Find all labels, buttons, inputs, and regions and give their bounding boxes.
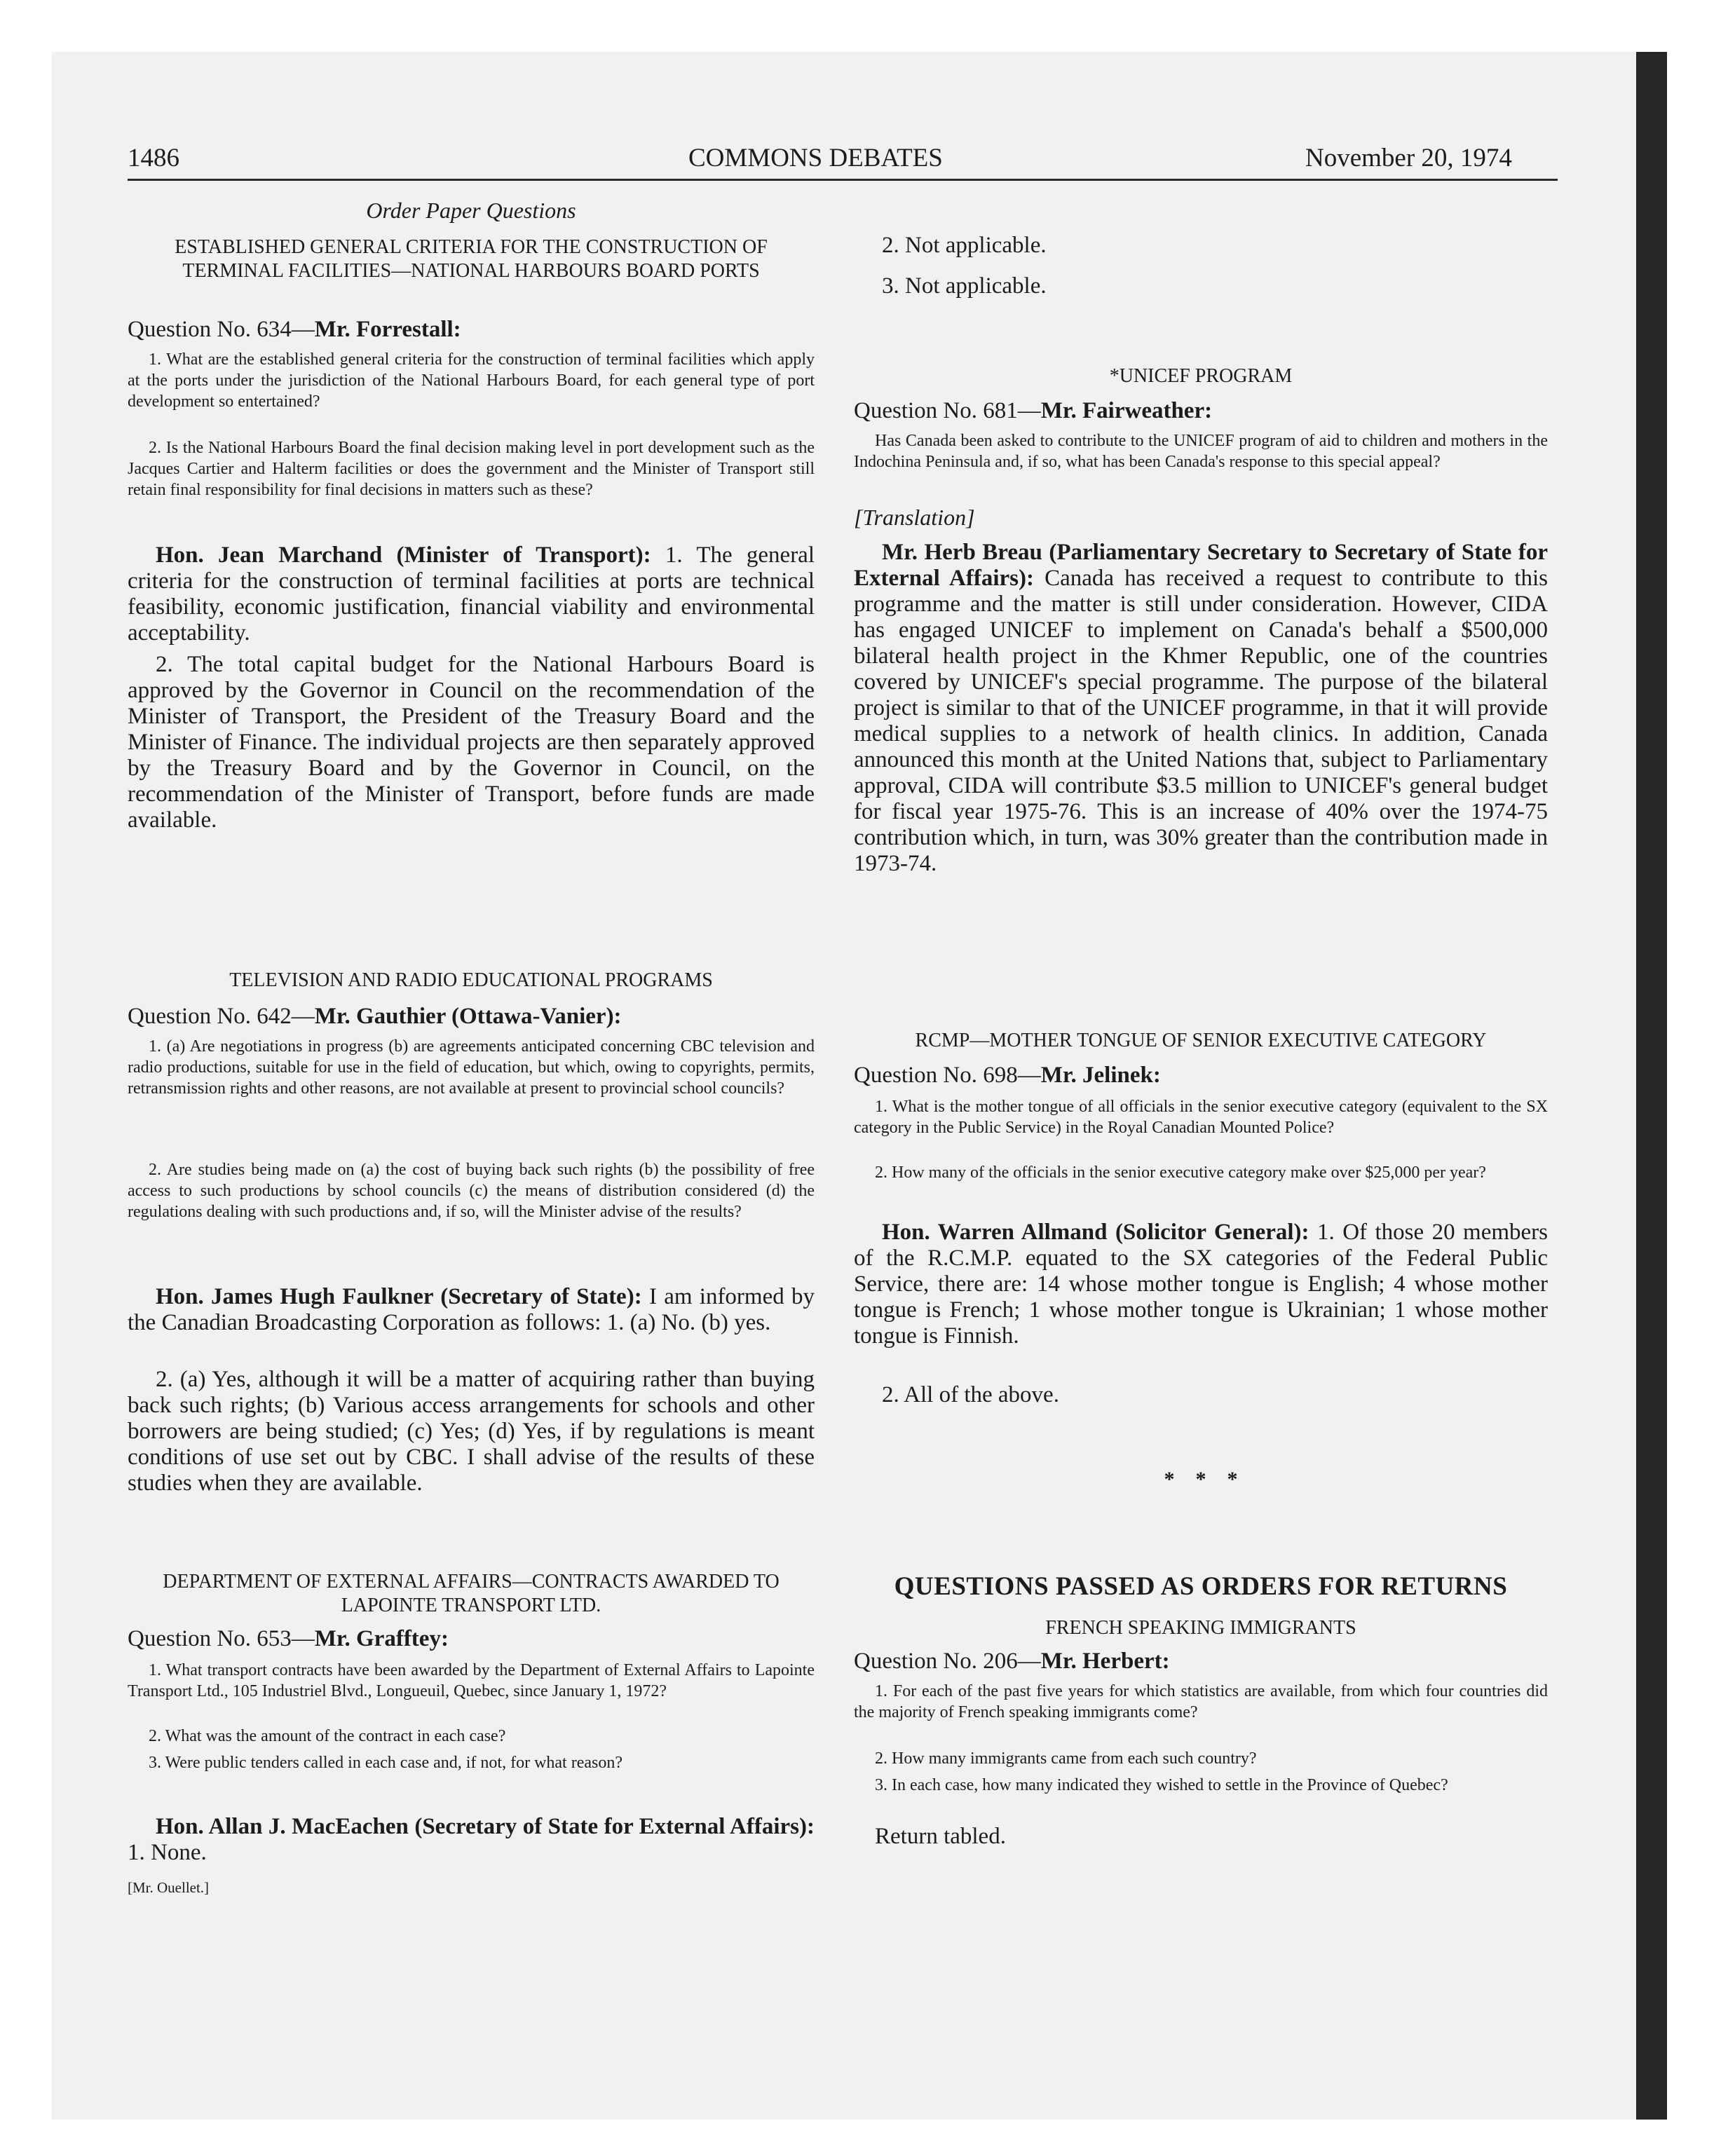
q634-answer-1 bbox=[128, 543, 815, 646]
q206-part-3: 3. In each case, how many indicated they wished to settle in the Province of Quebec? bbox=[875, 1776, 1448, 1794]
q698-question-line bbox=[854, 1061, 1548, 1089]
q634-answer-speaker: Hon. Jean Marchand (Minister of Transport): bbox=[156, 543, 651, 568]
q206-part-2: 2. How many immigrants came from each such country? bbox=[875, 1749, 1257, 1768]
q681-part-1: Has Canada been asked to contribute to the UNICEF program of aid to children and mothers in the Indochina Peninsula and, if so, what has been Canada's response to this special appeal? bbox=[854, 432, 1548, 471]
q642-member: Mr. Gauthier (Ottawa-Vanier): bbox=[314, 1004, 622, 1029]
q634-question-line bbox=[128, 315, 815, 343]
publication-title: COMMONS DEBATES bbox=[688, 144, 943, 172]
q681-question-line bbox=[854, 397, 1548, 425]
q653-question-line bbox=[128, 1625, 815, 1653]
q653-qno: Question No. 653— bbox=[128, 1626, 315, 1651]
q634-heading: ESTABLISHED GENERAL CRITERIA FOR THE CONSTRUCTION OF TERMINAL FACILITIES—NATIONAL HARBOURS BOARD PORTS bbox=[175, 236, 768, 282]
returns-heading: FRENCH SPEAKING IMMIGRANTS bbox=[1045, 1617, 1356, 1639]
return-tabled: Return tabled. bbox=[875, 1824, 1006, 1849]
q698-qno: Question No. 698— bbox=[854, 1063, 1041, 1088]
q634-member: Mr. Forrestall: bbox=[314, 317, 461, 342]
q642-heading: TELEVISION AND RADIO EDUCATIONAL PROGRAMS bbox=[229, 969, 713, 991]
q681-heading: *UNICEF PROGRAM bbox=[1109, 365, 1293, 387]
q698-part-1: 1. What is the mother tongue of all officials in the senior executive category (equivalent to the SX category in the Public Service) in the Royal Canadian Mounted Police? bbox=[854, 1098, 1548, 1137]
q681-qno: Question No. 681— bbox=[854, 398, 1041, 423]
q698-answer-1 bbox=[854, 1220, 1548, 1349]
q634-part-1: 1. What are the established general criteria for the construction of terminal facilities which apply at the ports under the jurisdiction of the National Harbours Board, for each general type of port development so entertained? bbox=[128, 350, 815, 411]
q634-answer-2: 2. The total capital budget for the National Harbours Board is approved by the Governor in Council on the recommendation of the Minister of Transport, the President of the Treasury Board and the Minister of Finance. The individual projects are then separately approved by the Treasury Board and by the Governor in Council, on the recommendation of the Minister of Transport, before funds are made available. bbox=[128, 652, 815, 833]
speaker-footnote: [Mr. Ouellet.] bbox=[128, 1879, 210, 1896]
section-title: Order Paper Questions bbox=[366, 198, 576, 223]
q698-member: Mr. Jelinek: bbox=[1040, 1063, 1161, 1088]
q653-part-1: 1. What transport contracts have been awarded by the Department of External Affairs to Lapointe Transport Ltd., 105 Industriel Blvd., Longueuil, Quebec, since January 1, 1972? bbox=[128, 1661, 815, 1700]
q698-part-2: 2. How many of the officials in the senior executive category make over $25,000 per year? bbox=[875, 1164, 1486, 1182]
continued-answer-2: 2. Not applicable. bbox=[882, 233, 1047, 258]
q642-qno: Question No. 642— bbox=[128, 1004, 315, 1029]
header-rule bbox=[128, 179, 1558, 181]
q642-part-2: 2. Are studies being made on (a) the cost of buying back such rights (b) the possibility of free access to such productions by school councils (c) the means of distribution considered (d) the regulations dealing with such productions and, if so, will the Minister advise of the results? bbox=[128, 1161, 815, 1221]
q634-qno: Question No. 634— bbox=[128, 317, 315, 342]
q206-member: Mr. Herbert: bbox=[1040, 1649, 1170, 1674]
q642-answer-1 bbox=[128, 1284, 815, 1336]
returns-title: QUESTIONS PASSED AS ORDERS FOR RETURNS bbox=[894, 1572, 1508, 1601]
section-separator: * * * bbox=[1164, 1468, 1238, 1491]
q634-part-2: 2. Is the National Harbours Board the final decision making level in port development such as the Jacques Cartier and Halterm facilities or does the government and the Minister of Transport still retain final responsibility for final decisions in matters such as these? bbox=[128, 439, 815, 499]
page-date: November 20, 1974 bbox=[1305, 144, 1512, 172]
q642-question-line bbox=[128, 1002, 815, 1030]
q206-part-1: 1. For each of the past five years for which statistics are available, from which four countries did the majority of French speaking immigrants come? bbox=[854, 1682, 1548, 1721]
q681-answer-1 bbox=[854, 540, 1548, 877]
q642-answer-2: 2. (a) Yes, although it will be a matter of acquiring rather than buying back such rights; (b) Various access arrangements for schools and other borrowers are being studied; (c) Yes; (d) Yes, if by regulations is meant conditions of use set out by CBC. I shall advise of the results of these studies when they are available. bbox=[128, 1367, 815, 1496]
q634-answer-1-text: 1. The general criteria for the construction of terminal facilities at ports are technical feasibility, economic justification, financial viability and environmental acceptability. bbox=[128, 543, 815, 646]
q653-part-3: 3. Were public tenders called in each case and, if not, for what reason? bbox=[149, 1754, 623, 1772]
q681-answer-1-text: Canada has received a request to contribute to this programme and the matter is still under consideration. However, CIDA has engaged UNICEF to implement on Canada's behalf a $500,000 bilateral health project in the Khmer Republic, one of the countries covered by UNICEF's special programme. The purpose of the bilateral project is similar to that of the UNICEF programme, in that it will provide medical supplies to a network of health clinics. In addition, Canada announced this month at the United Nations that, subject to Parliamentary approval, CIDA will contribute $3.5 million to UNICEF's general budget for fiscal year 1975-76. This is an increase of 40% over the 1974-75 contribution which, in turn, was 30% greater than the contribution made in 1973-74. bbox=[854, 566, 1548, 876]
q653-answer-1-text: 1. None. bbox=[128, 1840, 207, 1865]
q653-answer-speaker: Hon. Allan J. MacEachen (Secretary of State for External Affairs): bbox=[156, 1814, 815, 1839]
q698-answer-speaker: Hon. Warren Allmand (Solicitor General): bbox=[882, 1220, 1309, 1245]
page-number: 1486 bbox=[128, 144, 179, 172]
q206-question-line bbox=[854, 1647, 1548, 1675]
translation-note: [Translation] bbox=[854, 505, 975, 530]
q642-part-1: 1. (a) Are negotiations in progress (b) are agreements anticipated concerning CBC television and radio productions, suitable for use in the field of education, but which, owing to copyrights, permits, retransmission rights and other reasons, are not available at present to provincial school councils? bbox=[128, 1037, 815, 1098]
q653-heading: DEPARTMENT OF EXTERNAL AFFAIRS—CONTRACTS AWARDED TO LAPOINTE TRANSPORT LTD. bbox=[163, 1571, 780, 1616]
continued-answer-3: 3. Not applicable. bbox=[882, 273, 1047, 299]
q642-answer-speaker: Hon. James Hugh Faulkner (Secretary of State): bbox=[156, 1284, 642, 1309]
q653-member: Mr. Grafftey: bbox=[314, 1626, 449, 1651]
q698-answer-1-text: 1. Of those 20 members of the R.C.M.P. equated to the SX categories of the Federal Public Service, there are: 14 whose mother tongue is English; 4 whose mother tongue is French; 1 whose mother tongue is Ukrainian; 1 whose mother tongue is Finnish. bbox=[854, 1220, 1548, 1349]
q681-member: Mr. Fairweather: bbox=[1040, 398, 1213, 423]
q698-answer-2: 2. All of the above. bbox=[882, 1382, 1059, 1407]
q681-answer-speaker: Mr. Herb Breau (Parliamentary Secretary to Secretary of State for External Affairs): bbox=[854, 540, 1548, 591]
q653-part-2: 2. What was the amount of the contract in each case? bbox=[149, 1727, 506, 1745]
q206-qno: Question No. 206— bbox=[854, 1649, 1041, 1674]
q653-answer-1 bbox=[128, 1814, 815, 1866]
q698-heading: RCMP—MOTHER TONGUE OF SENIOR EXECUTIVE CATEGORY bbox=[915, 1030, 1487, 1051]
scan-edge bbox=[1636, 52, 1667, 2120]
q642-answer-1-text: I am informed by the Canadian Broadcasting Corporation as follows: 1. (a) No. (b) yes. bbox=[128, 1284, 815, 1335]
